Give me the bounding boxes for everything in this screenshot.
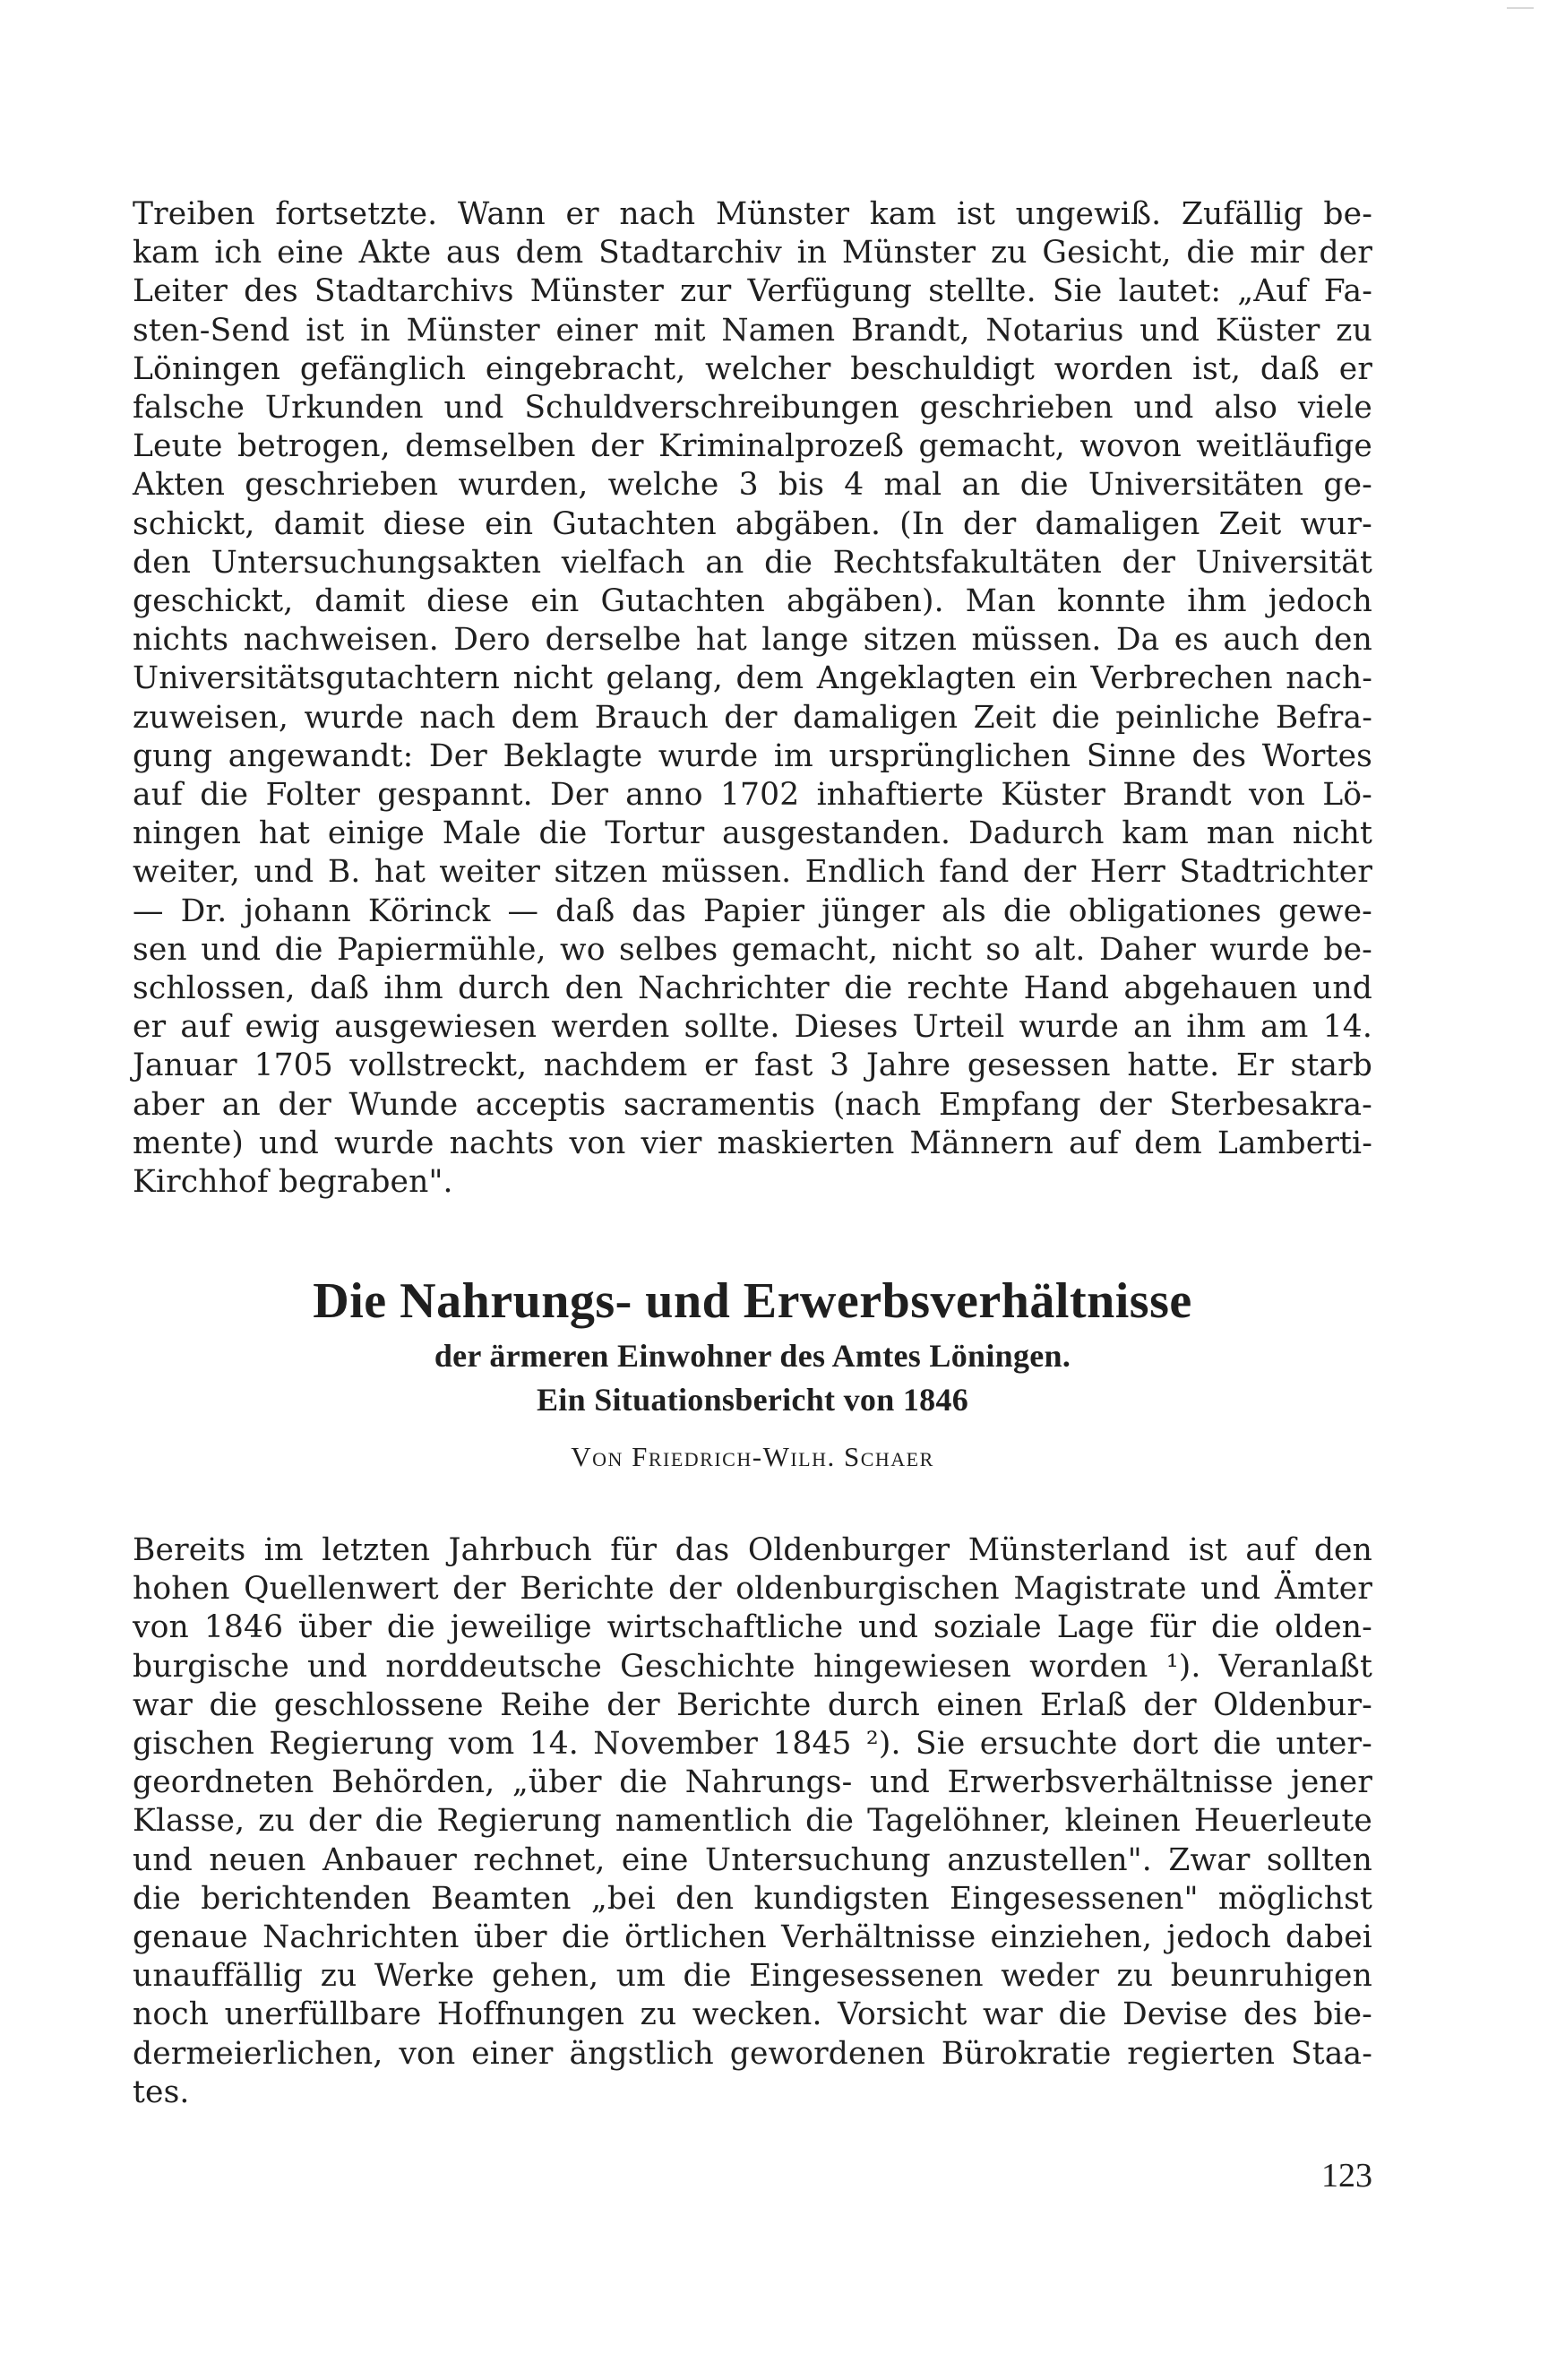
text-line: Löningen gefänglich eingebracht, welcher beschuldigt worden ist, daß er	[133, 350, 1372, 387]
text-line: ningen hat einige Male die Tortur ausgestanden. Dadurch kam man nicht	[133, 815, 1372, 852]
text-line: Leiter des Stadtarchivs Münster zur Verfügung stellte. Sie lautet: „Auf Fa-	[133, 273, 1372, 310]
article-title: Die Nahrungs- und Erwerbsverhältnisse	[313, 1273, 1192, 1329]
text-line: von 1846 über die jeweilige wirtschaftliche und soziale Lage für die olden-	[133, 1609, 1372, 1646]
text-line: schlossen, daß ihm durch den Nachrichter die rechte Hand abgehauen und	[133, 970, 1372, 1007]
text-line: er auf ewig ausgewiesen werden sollte. Dieses Urteil wurde an ihm am 14.	[133, 1009, 1372, 1046]
text-line: sen und die Papiermühle, wo selbes gemacht, nicht so alt. Daher wurde be-	[133, 931, 1372, 968]
text-line: und neuen Anbauer rechnet, eine Untersuchung anzustellen". Zwar sollten	[133, 1841, 1372, 1878]
article-intro-paragraph	[133, 1531, 1372, 2112]
text-line: schickt, damit diese ein Gutachten abgäben. (In der damaligen Zeit wur-	[133, 505, 1372, 542]
text-line: Klasse, zu der die Regierung namentlich die Tagelöhner, kleinen Heuerleute	[133, 1803, 1372, 1840]
text-line: sten-Send ist in Münster einer mit Namen Brandt, Notarius und Küster zu	[133, 312, 1372, 349]
text-line: kam ich eine Akte aus dem Stadtarchiv in Münster zu Gesicht, die mir der	[133, 235, 1372, 272]
text-line: dermeierlichen, von einer ängstlich gewordenen Bürokratie regierten Staa-	[133, 2035, 1372, 2072]
text-line: — Dr. johann Körinck — daß das Papier jünger als die obligationes gewe-	[133, 892, 1372, 929]
text-line: den Untersuchungsakten vielfach an die Rechtsfakultäten der Universität	[133, 544, 1372, 581]
text-line: gung angewandt: Der Beklagte wurde im ursprünglichen Sinne des Wortes	[133, 737, 1372, 774]
article-subtitle-year: Ein Situationsbericht von 1846	[536, 1382, 969, 1418]
text-line: noch unerfüllbare Hoffnungen zu wecken. Vorsicht war die Devise des bie-	[133, 1996, 1372, 2033]
text-line: gischen Regierung vom 14. November 1845 ²). Sie ersuchte dort die unter-	[133, 1726, 1372, 1763]
text-line: Bereits im letzten Jahrbuch für das Oldenburger Münsterland ist auf den	[133, 1532, 1372, 1568]
continued-article-paragraph	[133, 195, 1372, 1202]
text-line: burgische und norddeutsche Geschichte hingewiesen worden ¹). Veranlaßt	[133, 1648, 1372, 1685]
text-line: Universitätsgutachtern nicht gelang, dem Angeklagten ein Verbrechen nach-	[133, 660, 1372, 697]
page-number: 123	[1321, 2157, 1372, 2195]
text-line: war die geschlossene Reihe der Berichte durch einen Erlaß der Oldenbur-	[133, 1686, 1372, 1723]
text-line: geordneten Behörden, „über die Nahrungs- und Erwerbsverhältnisse jener	[133, 1764, 1372, 1801]
text-line: auf die Folter gespannt. Der anno 1702 inhaftierte Küster Brandt von Lö-	[133, 777, 1372, 814]
article-author: Von Friedrich-Wilh. Schaer	[571, 1441, 934, 1472]
text-line: falsche Urkunden und Schuldverschreibungen geschrieben und also viele	[133, 390, 1372, 427]
text-line: hohen Quellenwert der Berichte der oldenburgischen Magistrate und Ämter	[133, 1571, 1372, 1608]
text-line: genaue Nachrichten über die örtlichen Verhältnisse einziehen, jedoch dabei	[133, 1919, 1372, 1956]
text-line: Leute betrogen, demselben der Kriminalprozeß gemacht, wovon weitläufige	[133, 428, 1372, 465]
text-line: mente) und wurde nachts von vier maskierten Männern auf dem Lamberti-	[133, 1125, 1372, 1161]
text-line: Kirchhof begraben".	[133, 1164, 453, 1201]
text-line: zuweisen, wurde nach dem Brauch der damaligen Zeit die peinliche Befra-	[133, 699, 1372, 736]
text-line: weiter, und B. hat weiter sitzen müssen. Endlich fand der Herr Stadtrichter	[133, 854, 1372, 891]
text-line: Januar 1705 vollstreckt, nachdem er fast 3 Jahre gesessen hatte. Er starb	[133, 1048, 1372, 1084]
text-line: geschickt, damit diese ein Gutachten abgäben). Man konnte ihm jedoch	[133, 583, 1372, 620]
text-line: die berichtenden Beamten „bei den kundigsten Eingesessenen" möglichst	[133, 1880, 1372, 1917]
article-subtitle: der ärmeren Einwohner des Amtes Löningen.	[434, 1338, 1071, 1374]
scan-edge-mark	[1507, 7, 1534, 9]
text-line: Treiben fortsetzte. Wann er nach Münster kam ist ungewiß. Zufällig be-	[133, 196, 1372, 232]
text-line: tes.	[133, 2074, 190, 2110]
text-line: aber an der Wunde acceptis sacramentis (nach Empfang der Sterbesakra-	[133, 1086, 1372, 1123]
text-line: Akten geschrieben wurden, welche 3 bis 4 mal an die Universitäten ge-	[133, 467, 1372, 504]
text-line: unauffällig zu Werke gehen, um die Eingesessenen weder zu beunruhigen	[133, 1958, 1372, 1995]
text-line: nichts nachweisen. Dero derselbe hat lange sitzen müssen. Da es auch den	[133, 622, 1372, 659]
